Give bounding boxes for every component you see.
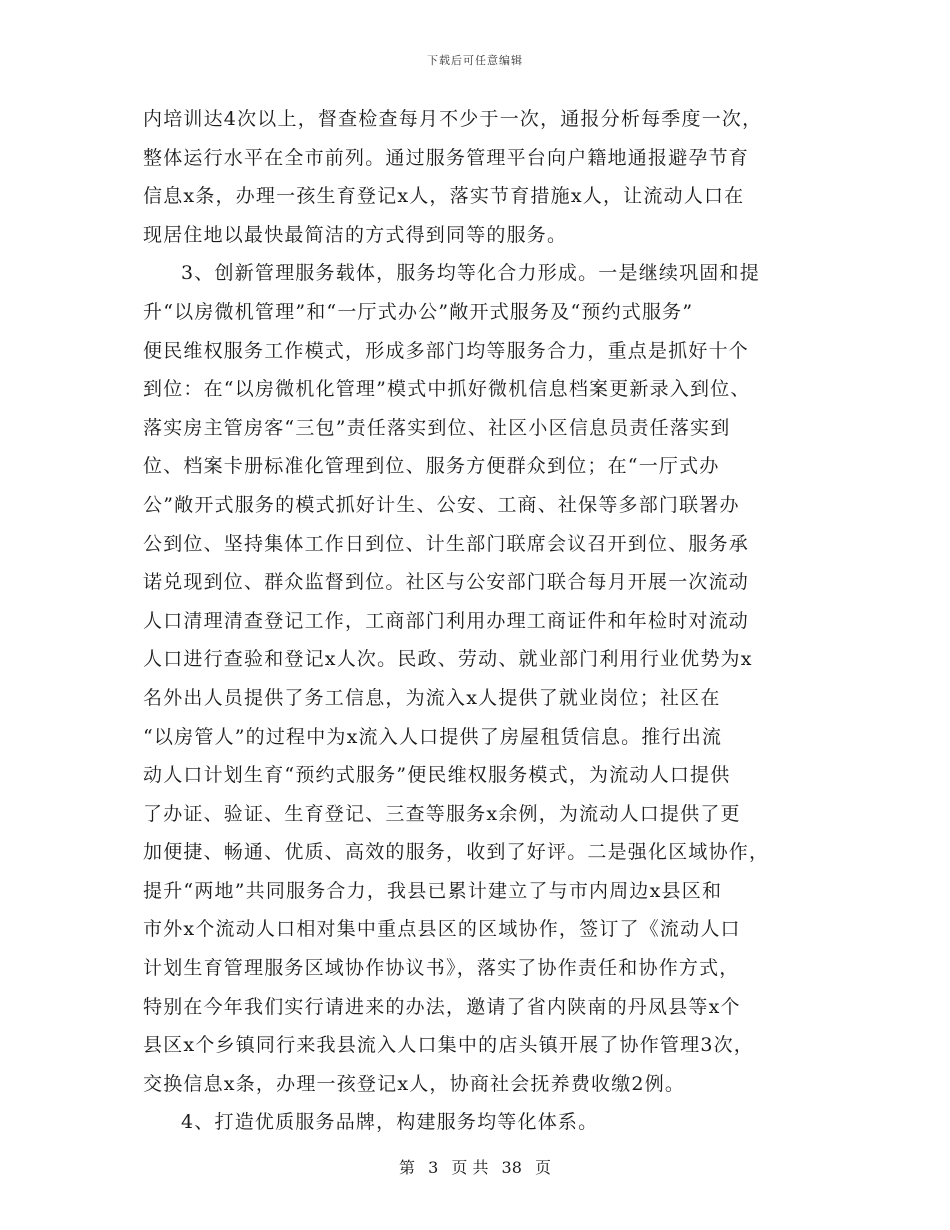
text-line: 交换信息x条，办理一孩登记x人，协商社会抚养费收缴2例。 (143, 1072, 686, 1095)
paragraph-start-line: 3、创新管理服务载体，服务均等化合力形成。一是继续巩固和提 (181, 262, 760, 285)
text-line: 公到位、坚持集体工作日到位、计生部门联席会议召开到位、服务承 (143, 532, 750, 555)
page-prefix: 第 (398, 1158, 415, 1177)
page-total: 38 (501, 1158, 522, 1177)
text-line: 位、档案卡册标准化管理到位、服务方便群众到位；在“一厅式办 (143, 455, 720, 478)
text-line: 到位：在“以房微机化管理”模式中抓好微机信息档案更新录入到位、 (143, 378, 751, 401)
document-body (143, 100, 811, 1142)
text-line: 信息x条，办理一孩生育登记x人，落实节育措施x人，让流动人口在 (143, 185, 745, 208)
page-footer (0, 1155, 950, 1178)
text-line: 动人口计划生育“预约式服务”便民维权服务模式，为流动人口提供 (143, 764, 731, 787)
text-line: 落实房主管房客“三包”责任落实到位、社区小区信息员责任落实到 (143, 416, 731, 439)
text-line: 人口进行查验和登记x人次。民政、劳动、就业部门利用行业优势为x (143, 648, 753, 671)
text-line: 市外x个流动人口相对集中重点县区的区域协作，签订了《流动人口 (143, 918, 741, 941)
text-line: 整体运行水平在全市前列。通过服务管理平台向户籍地通报避孕节育 (143, 146, 750, 169)
text-line: 诺兑现到位、群众监督到位。社区与公安部门联合每月开展一次流动 (143, 571, 750, 594)
text-line: 升“以房微机管理”和“一厅式办公”敞开式服务及“预约式服务” (143, 300, 694, 323)
page-header: 下载后可任意编辑 (427, 54, 523, 67)
text-line: 公”敞开式服务的模式抓好计生、公安、工商、社保等多部门联署办 (143, 493, 740, 516)
text-line: 提升“两地”共同服务合力，我县已累计建立了与市内周边x县区和 (143, 879, 723, 902)
text-line: 名外出人员提供了务工信息，为流入x人提供了就业岗位；社区在 (143, 686, 721, 709)
page-middle: 页 共 (451, 1158, 489, 1177)
text-line: 特别在今年我们实行请进来的办法，邀请了省内陕南的丹凤县等x个 (143, 995, 741, 1018)
text-line: 便民维权服务工作模式，形成多部门均等服务合力，重点是抓好十个 (143, 339, 750, 362)
text-line: 县区x个乡镇同行来我县流入人口集中的店头镇开展了协作管理3次， (143, 1034, 755, 1057)
page-suffix: 页 (535, 1158, 552, 1177)
text-line: 人口清理清查登记工作，工商部门利用办理工商证件和年检时对流动 (143, 609, 750, 632)
text-line: 内培训达4次以上，督查检查每月不少于一次，通报分析每季度一次， (143, 108, 763, 130)
paragraph-start-line: 4、打造优质服务品牌，构建服务均等化体系。 (181, 1111, 599, 1134)
page-number: 3 (428, 1158, 439, 1177)
text-line: 加便捷、畅通、优质、高效的服务，收到了好评。二是强化区域协作， (143, 841, 770, 864)
text-line: “以房管人”的过程中为x流入人口提供了房屋租赁信息。推行出流 (143, 725, 723, 748)
text-line: 现居住地以最快最简洁的方式得到同等的服务。 (143, 223, 568, 246)
text-line: 计划生育管理服务区域协作协议书》，落实了协作责任和协作方式， (143, 957, 740, 980)
text-line: 了办证、验证、生育登记、三查等服务x余例，为流动人口提供了更 (143, 802, 741, 825)
